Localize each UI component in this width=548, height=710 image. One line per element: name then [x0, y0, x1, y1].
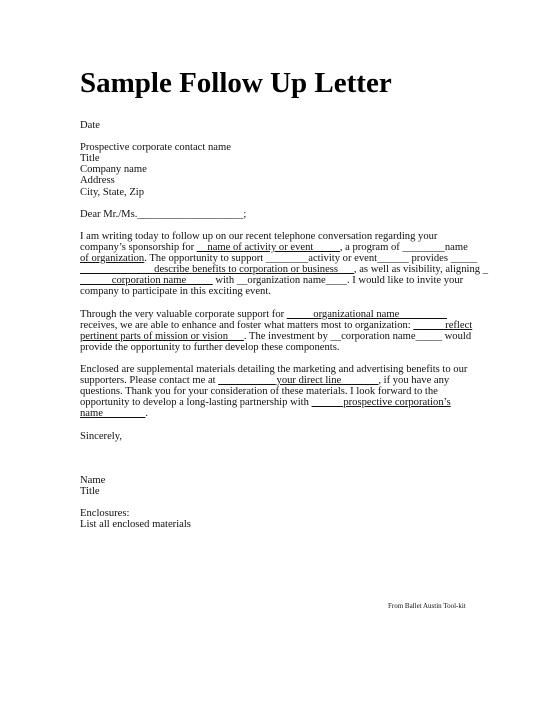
address-line: Title: [80, 153, 100, 165]
address-block: [80, 142, 460, 197]
paragraph-line: [80, 364, 468, 376]
enclosures-text: List all enclosed materials: [80, 519, 191, 531]
text-segment: company’s sponsorship for: [80, 242, 197, 254]
closing: Sincerely,: [80, 430, 122, 442]
paragraph-line: [80, 253, 478, 265]
text-segment: provide the opportunity to further develop these components.: [80, 341, 340, 353]
paragraph-line: [80, 375, 460, 386]
placeholder-field: ______________describe benefits to corporation or business___: [80, 264, 354, 276]
address-line: Address: [80, 175, 115, 187]
enclosures-label: Enclosures:: [80, 508, 130, 520]
address-line: Prospective corporate contact name: [80, 142, 231, 154]
spacer: [80, 420, 460, 431]
text-segment: supporters. Please contact me at: [80, 375, 219, 387]
text-segment: company to participate in this exciting event.: [80, 286, 271, 298]
text-segment: . The investment by __corporation name_____ would: [243, 330, 472, 342]
paragraph-line: [80, 309, 460, 320]
text-segment: Enclosed are supplemental materials detailing the marketing and advertising benefits to our: [80, 364, 468, 376]
paragraph-line: [80, 275, 464, 287]
paragraph-3: [80, 364, 468, 420]
paragraph-line: [80, 242, 468, 254]
text-segment: , a program of ________name: [339, 242, 468, 254]
text-segment: I am writing today to follow up on our recent telephone conversation regarding your: [80, 230, 438, 242]
salutation: Dear Mr./Ms.____________________;: [80, 208, 247, 220]
paragraph-line: [80, 342, 460, 353]
paragraph-1: [80, 230, 488, 298]
spacer: [80, 442, 460, 453]
placeholder-field: __name of activity or event_____: [196, 242, 340, 254]
paragraph-line: [80, 319, 473, 331]
spacer: [80, 198, 460, 209]
paragraph-line: [80, 397, 460, 408]
paragraph-line: [80, 264, 488, 276]
spacer: [80, 464, 460, 475]
address-line: Company name: [80, 164, 147, 176]
page-title: Sample Follow Up Letter: [80, 67, 392, 99]
paragraph-line: [80, 231, 460, 242]
paragraph-2: [80, 308, 473, 353]
spacer: [80, 298, 460, 309]
address-line: City, State, Zip: [80, 186, 145, 198]
text-segment: questions. Thank you for your consideration of these materials. I look forward to the: [80, 386, 438, 398]
placeholder-field: name________: [80, 408, 146, 420]
placeholder-field: pertinent parts of mission or vision___: [80, 330, 244, 342]
text-segment: , as well as visibility, aligning _: [353, 264, 488, 276]
signature-block: [80, 475, 460, 497]
placeholder-field: ______prospective corporation’s: [311, 397, 451, 409]
paragraph-line: [80, 286, 460, 297]
placeholder-field: of organization: [80, 253, 145, 265]
text-segment: , if you have any: [378, 375, 450, 387]
spacer: [80, 453, 460, 464]
text-segment: . The opportunity to support ________activity or event______ provides _____: [144, 253, 478, 265]
date-line: Date: [80, 120, 100, 131]
text-segment: with __organization name____. I would like to invite your: [212, 275, 464, 287]
signature-name: Name: [80, 475, 106, 486]
placeholder-field: ______corporation name_____: [80, 275, 213, 287]
paragraph-line: [80, 386, 460, 397]
text-segment: .: [145, 408, 148, 420]
spacer: [80, 353, 460, 364]
text-segment: receives, we are able to enhance and foster what matters most to organization:: [80, 319, 414, 331]
paragraph-line: [80, 330, 472, 342]
spacer: [80, 497, 460, 508]
spacer: [80, 220, 460, 231]
placeholder-field: ______reflect: [413, 319, 473, 331]
footer-credit: From Ballet Austin Tool-kit: [388, 602, 466, 610]
text-segment: opportunity to develop a long-lasting partnership with: [80, 397, 312, 409]
spacer: [80, 131, 460, 142]
placeholder-field: ___________your direct line_______: [218, 375, 379, 387]
text-segment: Through the very valuable corporate support for: [80, 308, 287, 320]
paragraph-line: [80, 408, 460, 419]
signature-title: Title: [80, 486, 100, 498]
letter-body: [80, 120, 488, 531]
placeholder-field: _____organizational name_________: [286, 308, 447, 320]
